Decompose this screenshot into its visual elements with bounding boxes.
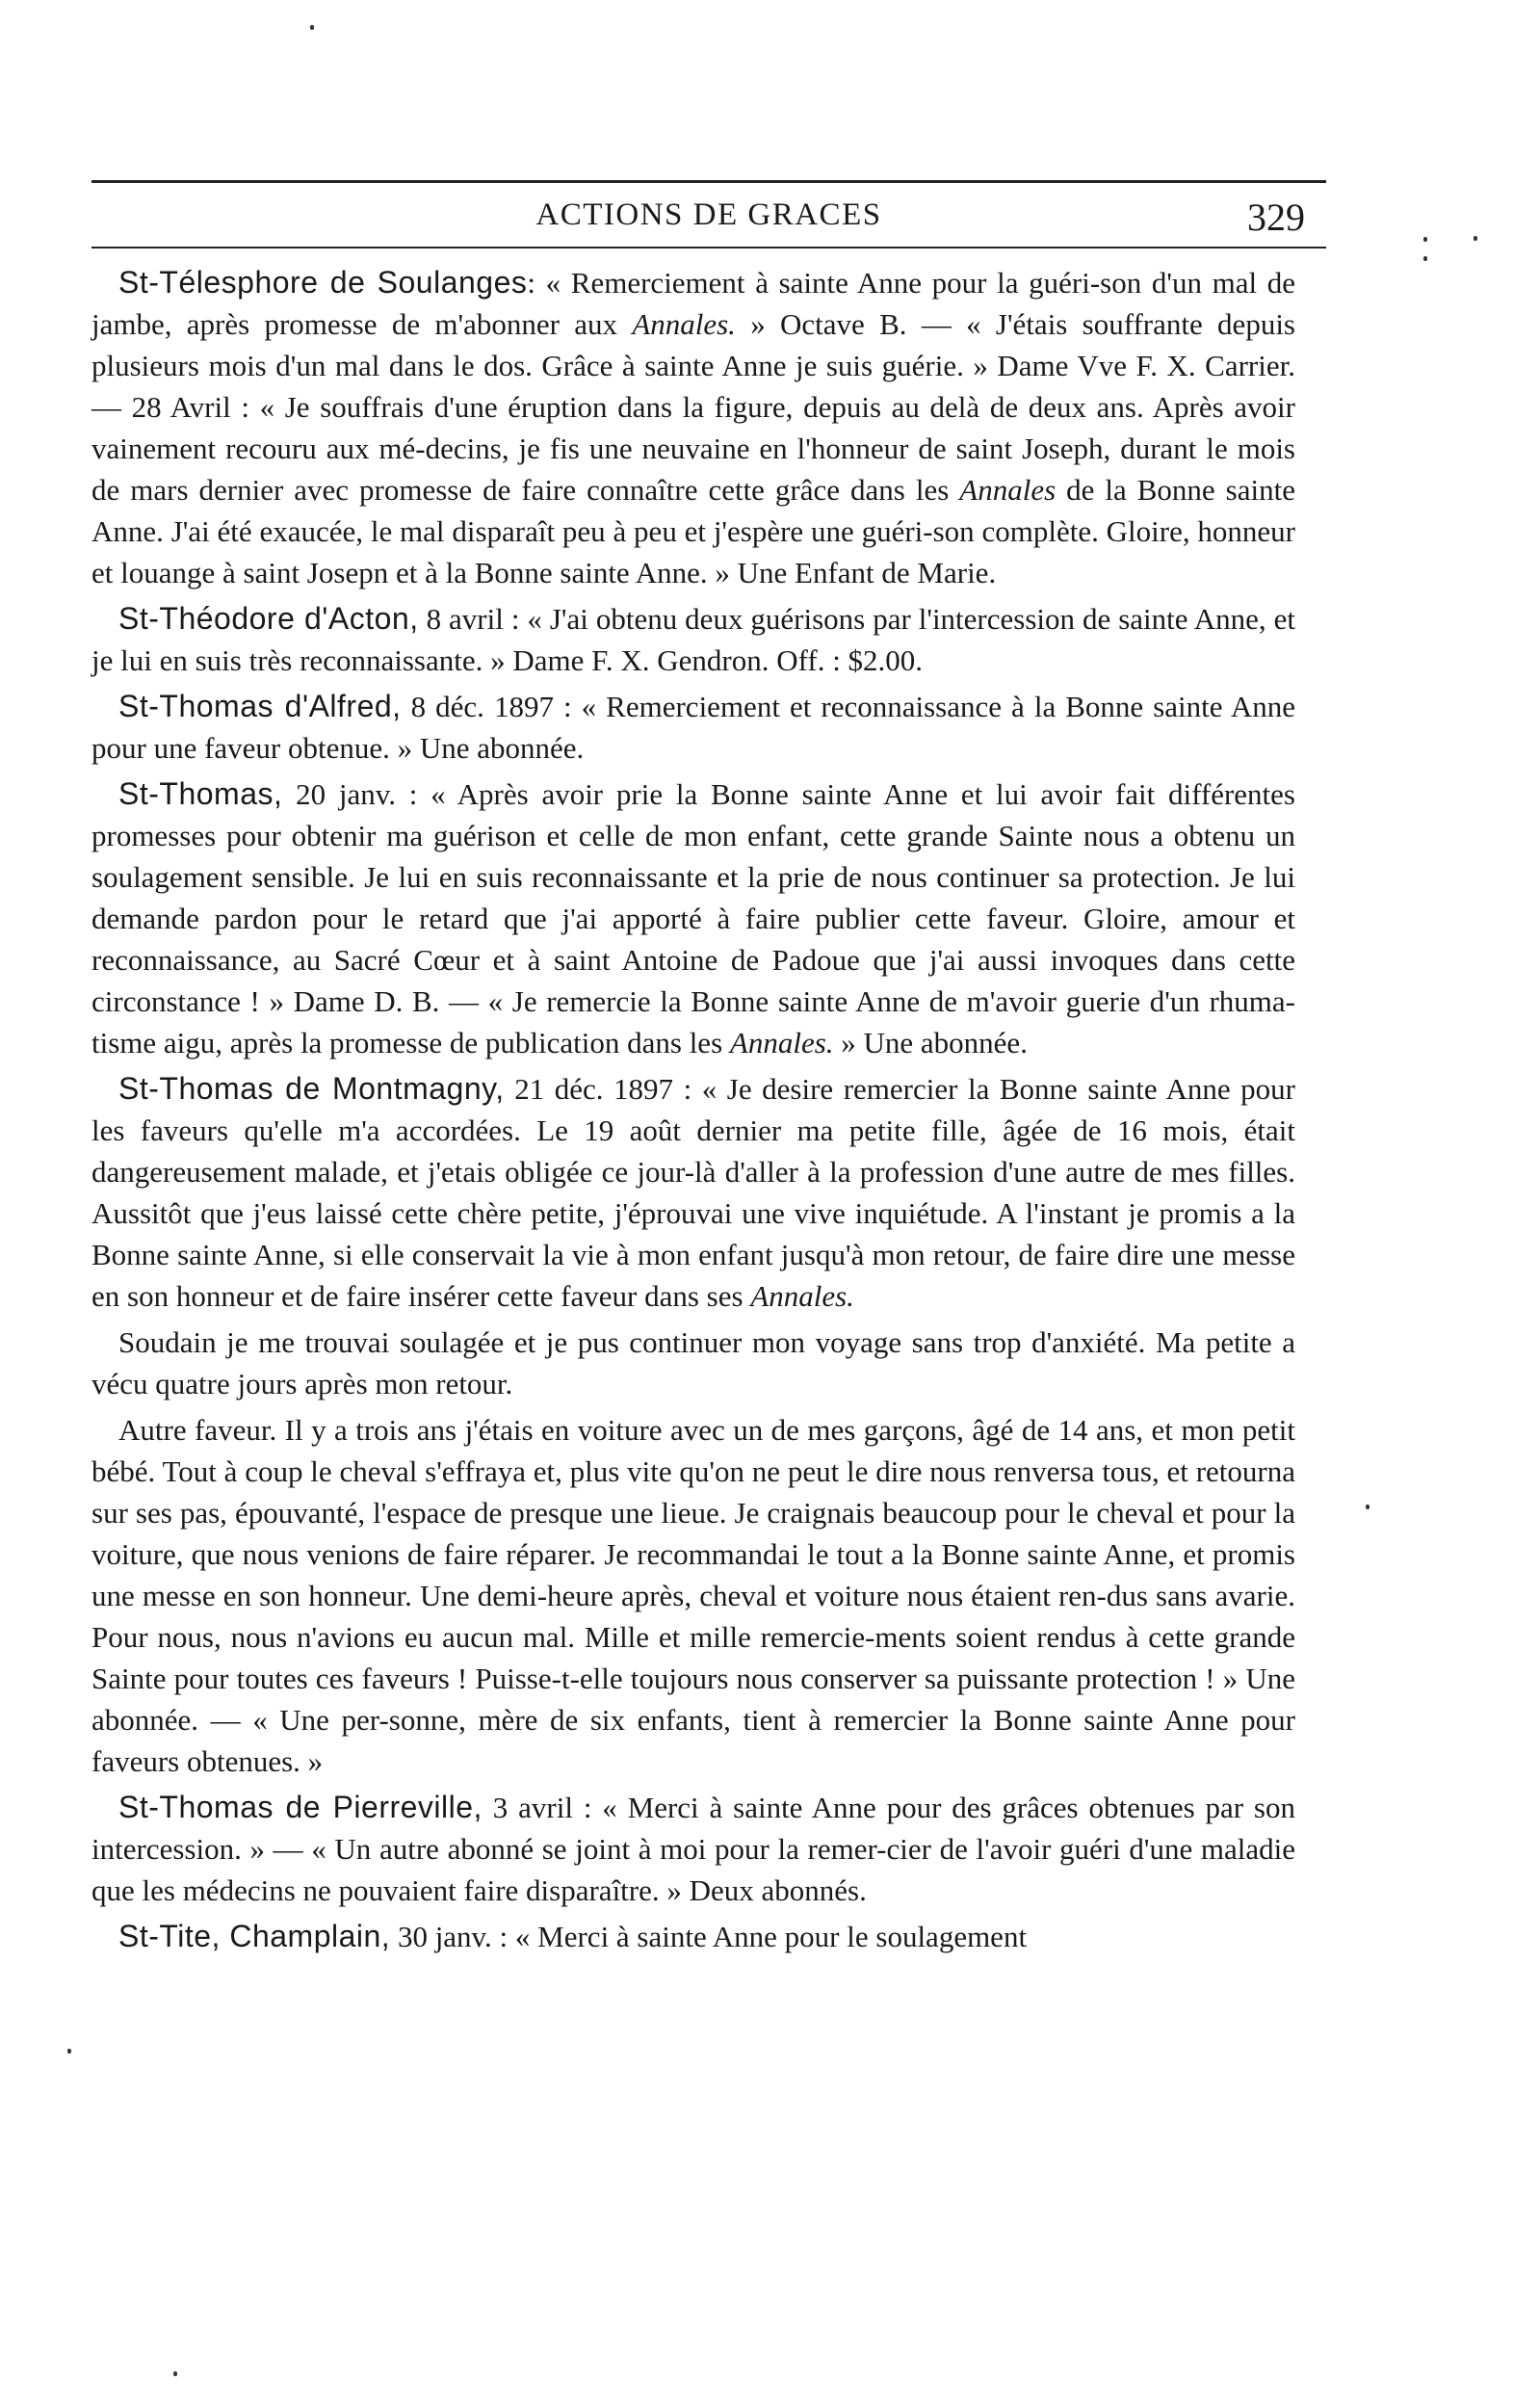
print-speck: [1366, 1505, 1370, 1509]
header-bottom-rule: [91, 247, 1326, 249]
entry-place: St-Télesphore de Soulanges: [118, 265, 528, 300]
entry-place: St-Thomas d'Alfred,: [118, 689, 402, 723]
annales-title: Annales.: [729, 1026, 834, 1060]
page-header: [91, 191, 1326, 239]
entry-paragraph: [91, 1787, 1295, 1911]
entry-paragraph: [91, 262, 1295, 593]
print-speck: [310, 25, 314, 30]
annales-title: Annales.: [632, 307, 736, 341]
entry-place: St-Thomas,: [118, 776, 283, 811]
print-speck: [173, 2371, 177, 2376]
entry-text: 20 janv. : « Après avoir prie la Bonne sainte Anne et lui avoir fait différentes promesses pour obtenir ma guérison et celle de mon enfant, cette grande Sainte nous a obtenu un soulagement sensible. Je lui en suis reconnaissante et la prie de nous continuer sa protection. Je lui demande pardon pour le retard que j'ai apporté à faire publier cette faveur. Gloire, amour et reconnaissance, au Sacré Cœur et à saint Antoine de Padoue que j'ai aussi invoques dans cette circonstance ! » Dame D. B. — « Je remercie la Bonne sainte Anne de m'avoir guerie d'un rhuma-tisme aigu, après la promesse de publication dans les: [91, 777, 1295, 1060]
header-top-rule: [91, 180, 1326, 183]
entry-text: : « Remerciement à sainte Anne pour la guéri-son d'un mal de jambe, après promesse de m'abonner aux: [91, 266, 1295, 341]
annales-title: Annales: [959, 473, 1056, 507]
entry-text: 30 janv. : « Merci à sainte Anne pour le soulagement: [390, 1920, 1028, 1953]
entry-text: » Octave B. — « J'étais souffrante depuis plusieurs mois d'un mal dans le dos. Grâce à sainte Anne je suis guérie. » Dame Vve F. X. Carrier. — 28 Avril : « Je souffrais d'une éruption dans la figure, depuis au delà de deux ans. Après avoir vainement recouru aux mé-decins, je fis une neuvaine en l'honneur de saint Joseph, durant le mois de mars dernier avec promesse de faire connaître cette grâce dans les: [91, 307, 1295, 507]
page-number: 329: [1247, 196, 1305, 239]
entry-text: 21 déc. 1897 : « Je desire remercier la Bonne sainte Anne pour les faveurs qu'elle m'a accordées. Le 19 août dernier ma petite fille, âgée de 16 mois, était dangereusement malade, et j'etais obligée ce jour-là d'aller à la profession d'une autre de mes filles. Aussitôt que j'eus laissé cette chère petite, j'éprouvai une vive inquiétude. A l'instant je promis a la Bonne sainte Anne, si elle conservait la vie à mon enfant jusqu'à mon retour, de faire dire une messe en son honneur et de faire insérer cette faveur dans ses: [91, 1072, 1296, 1313]
entry-paragraph: [91, 686, 1295, 769]
body-paragraph: Soudain je me trouvai soulagée et je pus continuer mon voyage sans trop d'anxiété. Ma petite a vécu quatre jours après mon retour.: [91, 1325, 1295, 1400]
entry-place: St-Tite, Champlain,: [118, 1919, 391, 1953]
entry-paragraph: [91, 1916, 1295, 1957]
body-paragraph: Autre faveur. Il y a trois ans j'étais en voiture avec un de mes garçons, âgé de 14 ans, et mon petit bébé. Tout à coup le cheval s'effraya et, plus vite qu'on ne peut le dire nous renversa tous, et retourna sur ses pas, épouvanté, l'espace de presque une lieue. Je craignais beaucoup pour le cheval et pour la voiture, que nous venions de faire réparer. Je recommandai le tout a la Bonne sainte Anne, et promis une messe en son honneur. Une demi-heure après, cheval et voiture nous étaient ren-dus sans avarie. Pour nous, nous n'avions eu aucun mal. Mille et mille remercie-ments soient rendus à cette grande Sainte pour toutes ces faveurs ! Puisse-t-elle toujours nous conserver sa puissante protection ! » Une abonnée. — « Une per-sonne, mère de six enfants, tient à remercier la Bonne sainte Anne pour faveurs obtenues. »: [91, 1413, 1295, 1778]
annales-title: Annales.: [750, 1279, 854, 1313]
entry-place: St-Théodore d'Acton,: [118, 601, 419, 636]
print-speck: [67, 2049, 71, 2054]
entry-paragraph: [91, 773, 1295, 1063]
entry-paragraph: [91, 1068, 1295, 1317]
page-body: [91, 262, 1295, 1962]
entry-text: de la Bonne sainte Anne. J'ai été exaucée, le mal disparaît peu à peu et j'espère une guéri-son complète. Gloire, honneur et louange à saint Josepn et à la Bonne sainte Anne. » Une Enfant de Marie.: [91, 473, 1295, 589]
entry-place: St-Thomas de Montmagny,: [118, 1071, 505, 1106]
entry-text: » Une abonnée.: [833, 1026, 1028, 1060]
print-speck: [1474, 236, 1477, 241]
print-speck: [1423, 237, 1427, 242]
entry-place: St-Thomas de Pierreville,: [118, 1790, 483, 1824]
entry-text: 3 avril : « Merci à sainte Anne pour des grâces obtenues par son intercession. » — « Un autre abonné se joint à moi pour la remer-cier de l'avoir guéri d'une maladie que les médecins ne pouvaient faire disparaître. » Deux abonnés.: [91, 1791, 1295, 1907]
entry-text: 8 avril : « J'ai obtenu deux guérisons par l'intercession de sainte Anne, et je lui en suis très reconnaissante. » Dame F. X. Gendron. Off. : $2.00.: [91, 602, 1295, 677]
running-title: ACTIONS DE GRACES: [535, 196, 882, 232]
entry-paragraph: [91, 598, 1295, 681]
entry-text: 8 déc. 1897 : « Remerciement et reconnaissance à la Bonne sainte Anne pour une faveur obtenue. » Une abonnée.: [91, 690, 1296, 765]
print-speck: [1423, 256, 1427, 261]
